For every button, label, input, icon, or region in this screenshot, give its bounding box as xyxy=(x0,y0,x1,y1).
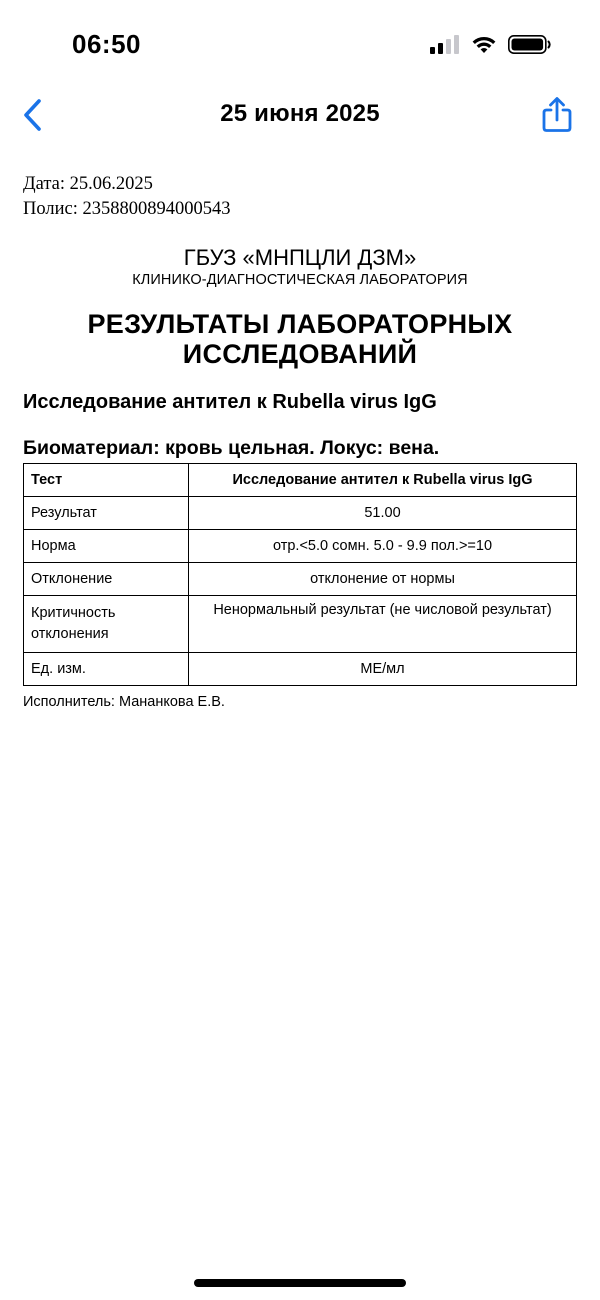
row-label-result: Результат xyxy=(24,497,189,530)
report-title-line1: РЕЗУЛЬТАТЫ ЛАБОРАТОРНЫХ xyxy=(87,309,513,339)
row-label-deviation: Отклонение xyxy=(24,563,189,596)
nav-title: 25 июня 2025 xyxy=(220,100,380,127)
table-row xyxy=(24,653,577,686)
lab-report-document xyxy=(23,172,577,711)
biomaterial-info: Биоматериал: кровь цельная. Локус: вена. xyxy=(23,437,440,459)
insurance-policy: Полис: 2358800894000543 xyxy=(23,199,231,219)
row-value-norm: отр.<5.0 сомн. 5.0 - 9.9 пол.>=10 xyxy=(189,530,577,563)
battery-icon xyxy=(509,36,550,53)
report-title xyxy=(23,309,577,369)
row-label-criticality xyxy=(24,596,189,653)
row-label-criticality-line1: Критичность xyxy=(31,605,116,621)
organization-subtitle: КЛИНИКО-ДИАГНОСТИЧЕСКАЯ ЛАБОРАТОРИЯ xyxy=(132,272,468,288)
status-icons xyxy=(428,33,554,55)
results-table xyxy=(23,463,577,686)
status-time: 06:50 xyxy=(72,29,141,59)
cellular-signal-icon xyxy=(430,35,459,54)
test-name: Исследование антител к Rubella virus IgG xyxy=(23,391,437,413)
row-value-result: 51.00 xyxy=(189,497,577,530)
executor-name: Исполнитель: Мананкова Е.В. xyxy=(23,694,225,710)
table-row xyxy=(24,497,577,530)
home-indicator[interactable] xyxy=(194,1279,406,1287)
report-date: Дата: 25.06.2025 xyxy=(23,174,153,194)
row-label-criticality-line2: отклонения xyxy=(31,626,109,642)
table-row xyxy=(24,530,577,563)
row-value-units: МЕ/мл xyxy=(189,653,577,686)
organization-name: ГБУЗ «МНПЦЛИ ДЗМ» xyxy=(183,245,417,270)
header-cell-test: Тест xyxy=(24,464,189,497)
wifi-icon xyxy=(473,37,496,53)
table-row xyxy=(24,563,577,596)
row-label-units: Ед. изм. xyxy=(24,653,189,686)
report-title-line2: ИССЛЕДОВАНИЙ xyxy=(182,339,418,369)
row-value-criticality: Ненормальный результат (не числовой результат) xyxy=(189,596,577,653)
row-value-deviation: отклонение от нормы xyxy=(189,563,577,596)
header-cell-test-name: Исследование антител к Rubella virus IgG xyxy=(189,464,577,497)
share-icon[interactable] xyxy=(540,96,574,134)
table-header-row xyxy=(24,464,577,497)
table-row xyxy=(24,596,577,653)
row-label-norm: Норма xyxy=(24,530,189,563)
